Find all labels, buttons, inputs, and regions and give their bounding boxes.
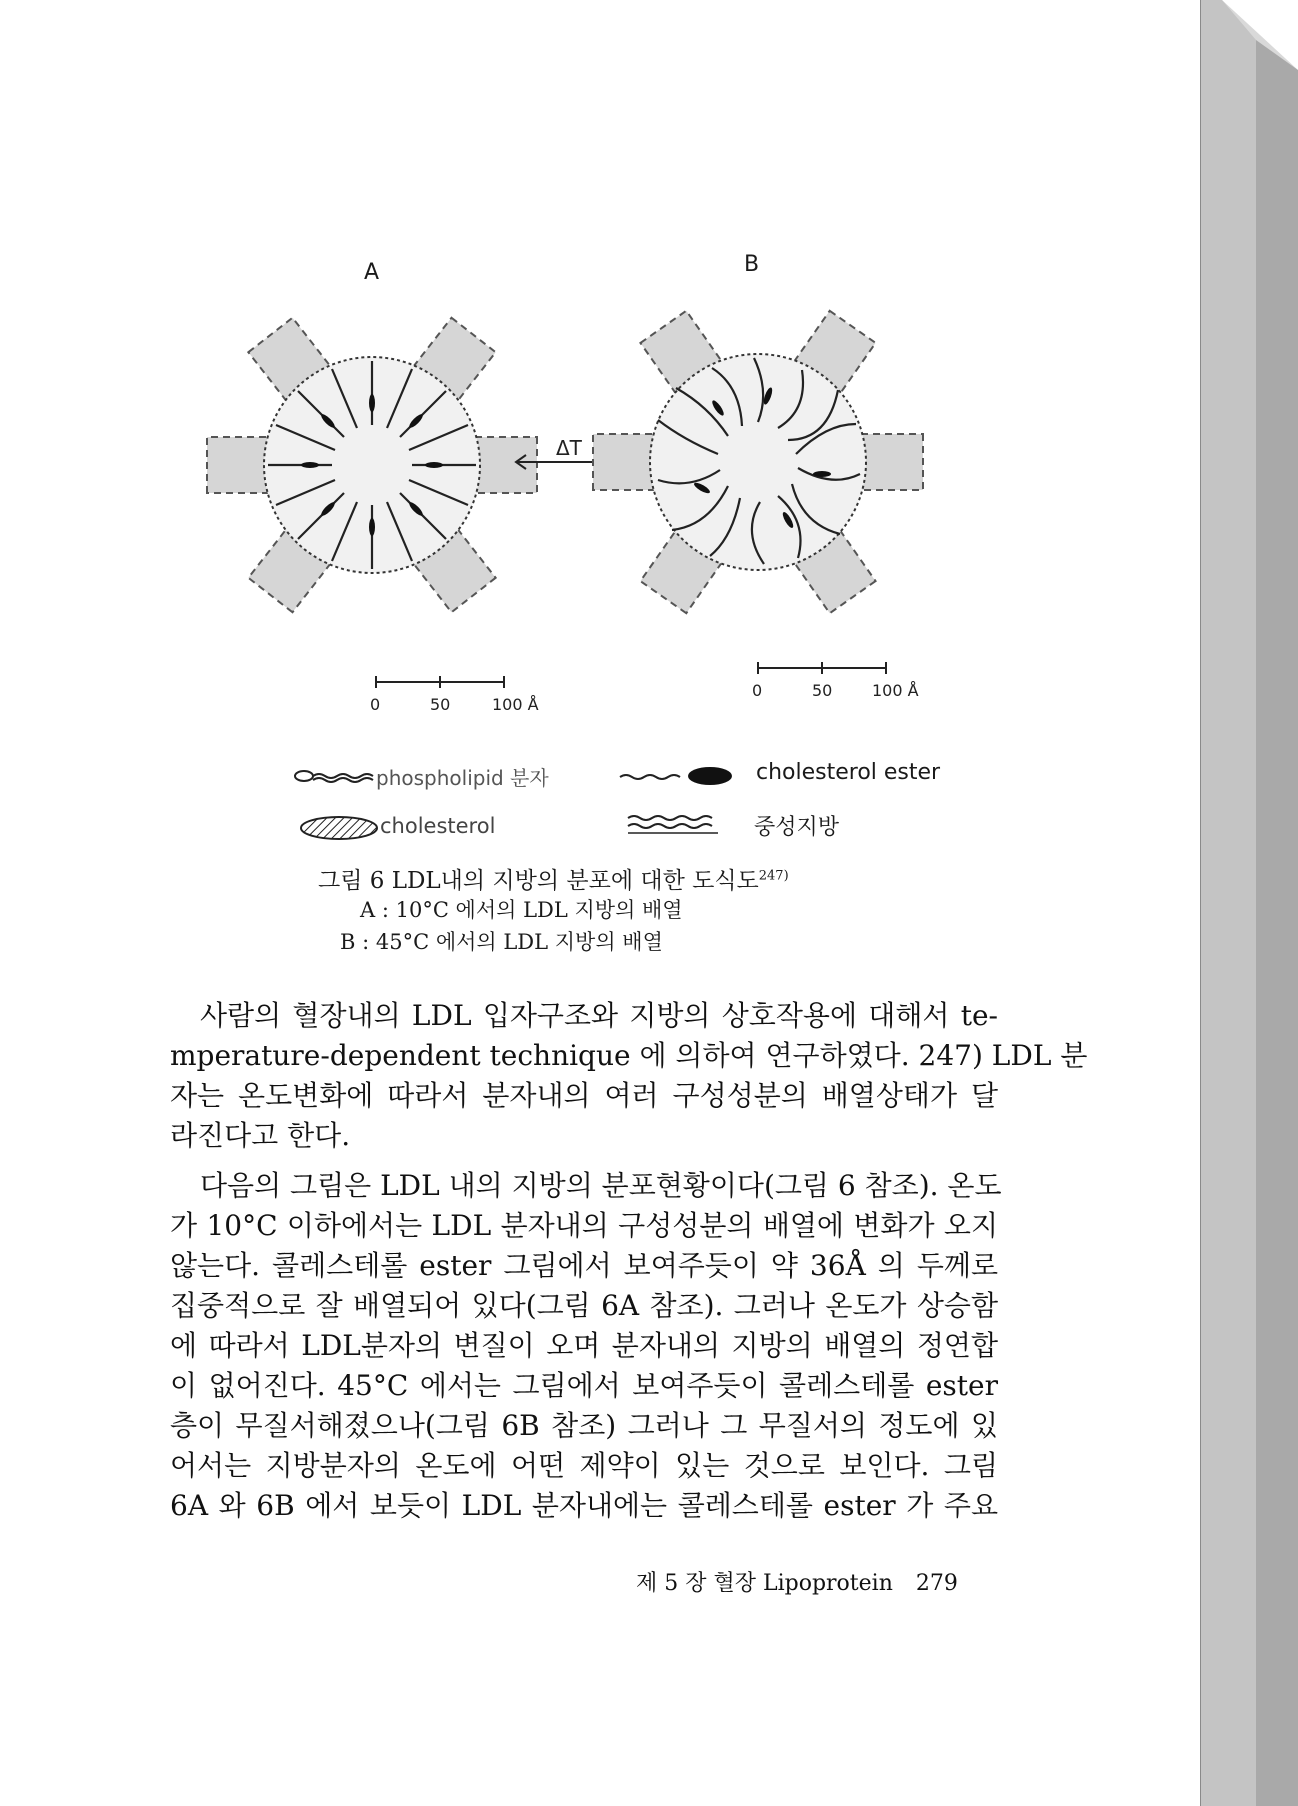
body-text-line: 어서는 지방분자의 온도에 어떤 제약이 있는 것으로 보인다. 그림 [170,1449,998,1482]
scale-bar-a [376,676,504,688]
panel-a-label: A [364,260,380,285]
caption-title-ref: 247) [758,868,789,884]
body-text-line: 집중적으로 잘 배열되어 있다(그림 6A 참조). 그러나 온도가 상승함 [170,1289,998,1322]
scale-bar-b [758,662,886,674]
body-text-line: 에 따라서 LDL분자의 변질이 오며 분자내의 지방의 배열의 정연합 [170,1329,998,1362]
caption-title-text: 그림 6 LDL내의 지방의 분포에 대한 도식도 [318,868,759,894]
legend-phospholipid-symbol [295,771,373,782]
body-text-line: 층이 무질서해졌으나(그림 6B 참조) 그러나 그 무질서의 정도에 있 [170,1409,998,1442]
legend-cholesterol-label: cholesterol [380,814,496,838]
body-text-line: mperature-dependent technique 에 의하여 연구하였다. 247) LDL 분 [170,1039,1088,1072]
scale-a-tick-100: 100 Å [492,695,539,714]
page-footer [636,1566,958,1597]
running-footer-chapter: 제 5 장 혈장 Lipoprotein [636,1571,893,1596]
page-number: 279 [915,1571,958,1596]
legend-neutral-fat-symbol [624,808,724,838]
legend-neutral-fat-label: 중성지방 [754,815,840,840]
figure-caption-line-a: A : 10°C 에서의 LDL 지방의 배열 [360,898,683,922]
particle-a [207,318,537,613]
body-text-line: 가 10°C 이하에서는 LDL 분자내의 구성성분의 배열에 변화가 오지 [170,1209,998,1242]
body-text-line: 않는다. 콜레스테롤 ester 그림에서 보여주듯이 약 36Å 의 두께로 [170,1249,998,1282]
body-text-line: 자는 온도변화에 따라서 분자내의 여러 구성성분의 배열상태가 달 [170,1079,998,1112]
body-text-line: 이 없어진다. 45°C 에서는 그림에서 보여주듯이 콜레스테롤 ester [170,1369,998,1402]
body-text-line: 6A 와 6B 에서 보듯이 LDL 분자내에는 콜레스테롤 ester 가 주요 [170,1489,998,1522]
legend-cholesterol-symbol [296,814,382,842]
ldl-diagram [200,240,1020,800]
figure-caption-title [318,862,789,895]
body-text-line: 라진다고 한다. [170,1119,351,1152]
body-text-line: 사람의 혈장내의 LDL 입자구조와 지방의 상호작용에 대해서 te- [200,999,998,1032]
scale-b-tick-50: 50 [812,681,833,700]
legend-phospholipid-label: phospholipid 분자 [376,766,549,790]
particle-b [593,311,923,613]
body-text-line: 다음의 그림은 LDL 내의 지방의 분포현황이다(그림 6 참조). 온도 [200,1169,1002,1202]
legend-cholesterol-ester-label: cholesterol ester [756,760,941,785]
panel-b-label: B [744,252,760,277]
delta-t-label: ΔT [556,436,582,460]
book-spine-edge [1200,0,1298,1806]
legend-cholesterol-ester-symbol [620,767,732,785]
scale-a-tick-50: 50 [430,695,451,714]
scale-b-tick-100: 100 Å [872,681,919,700]
scale-b-tick-0: 0 [752,681,763,700]
figure-caption-line-b: B : 45°C 에서의 LDL 지방의 배열 [340,930,663,954]
ldl-figure [200,240,1020,800]
scale-a-tick-0: 0 [370,695,381,714]
